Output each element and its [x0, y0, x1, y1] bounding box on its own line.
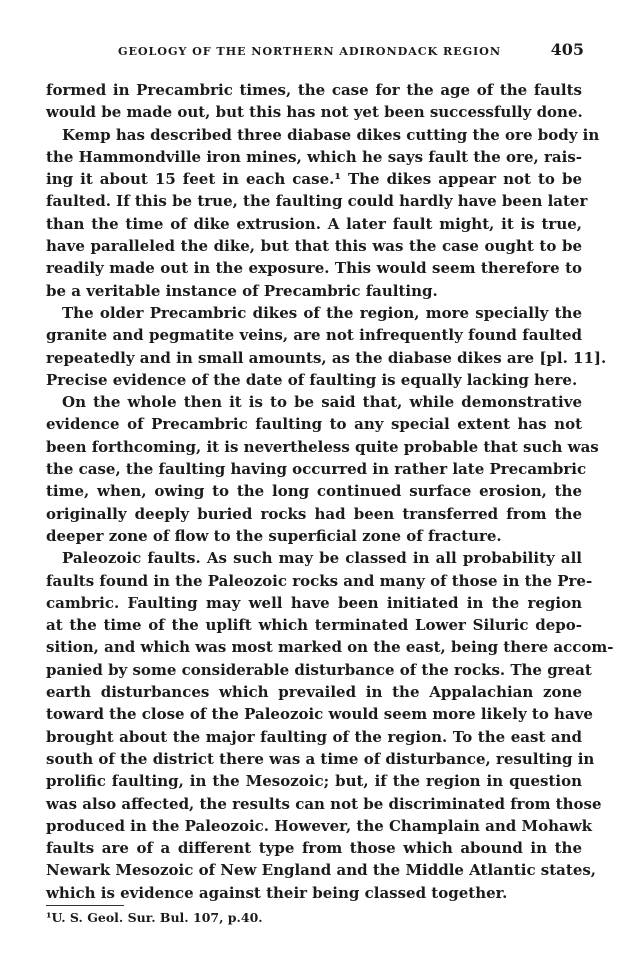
text-line: The older Precambric dikes of the region, more specially the	[62, 303, 582, 322]
text-line: Newark Mesozoic of New England and the Middle Atlantic states,	[46, 861, 597, 880]
text-line: evidence of Precambric faulting to any special extent has not	[46, 415, 582, 434]
text-line: readily made out in the exposure. This would seem therefore to	[46, 259, 582, 278]
text-line: faults found in the Paleozoic rocks and many of those in the Pre-	[46, 571, 593, 590]
text-line: been forthcoming, it is nevertheless quite probable that such was	[46, 437, 599, 456]
text-line: prolific faulting, in the Mesozoic; but, if the region in question	[46, 772, 582, 791]
text-line: ing it about 15 feet in each case.¹ The dikes appear not to be	[46, 170, 582, 189]
text-line: toward the close of the Paleozoic would seem more likely to have	[46, 705, 593, 724]
text-line: Precise evidence of the date of faulting is equally lacking here.	[46, 370, 578, 389]
text-line: faulted. If this be true, the faulting could hardly have been later	[46, 192, 588, 211]
text-line: granite and pegmatite veins, are not infrequently found faulted	[46, 326, 582, 345]
text-line: originally deeply buried rocks had been transferred from the	[46, 504, 582, 523]
text-line: cambric. Faulting may well have been initiated in the region	[46, 593, 582, 612]
text-line: was also affected, the results can not be discriminated from those	[46, 794, 602, 813]
text-line: which is evidence against their being classed together.	[46, 883, 508, 902]
text-line: at the time of the uplift which terminated Lower Siluric depo-	[46, 616, 582, 635]
text-line: the case, the faulting having occurred in rather late Precambric	[46, 460, 587, 479]
text-line: south of the district there was a time of disturbance, resulting in	[46, 749, 595, 768]
text-line: time, when, owing to the long continued surface erosion, the	[46, 482, 582, 501]
body-text	[46, 79, 614, 904]
text-line: On the whole then it is to be said that, while demonstrative	[62, 393, 582, 412]
text-line: than the time of dike extrusion. A later fault might, it is true,	[46, 214, 582, 233]
text-line: panied by some considerable disturbance of the rocks. The great	[46, 660, 592, 679]
text-line: produced in the Paleozoic. However, the Champlain and Mohawk	[46, 816, 593, 835]
running-head: GEOLOGY OF THE NORTHERN ADIRONDACK REGION	[118, 44, 501, 58]
text-line: have paralleled the dike, but that this was the case ought to be	[46, 237, 582, 256]
text-line: earth disturbances which prevailed in the Appalachian zone	[46, 683, 582, 702]
text-line: faults are of a different type from those which abound in the	[46, 839, 582, 858]
footnote: ¹U. S. Geol. Sur. Bul. 107, p.40.	[46, 910, 263, 925]
footnote-rule	[46, 905, 124, 906]
text-line: sition, and which was most marked on the east, being there accom-	[46, 638, 614, 657]
text-line: deeper zone of flow to the superficial zone of fracture.	[46, 526, 502, 545]
text-line: repeatedly and in small amounts, as the diabase dikes are [pl. 11].	[46, 348, 607, 367]
page-header	[118, 40, 584, 59]
text-line: Kemp has described three diabase dikes cutting the ore body in	[62, 125, 600, 144]
text-line: be a veritable instance of Precambric faulting.	[46, 281, 438, 300]
text-line: formed in Precambric times, the case for the age of the faults	[46, 81, 582, 99]
text-line: would be made out, but this has not yet been successfully done.	[46, 103, 583, 122]
text-line: brought about the major faulting of the region. To the east and	[46, 727, 582, 746]
text-line: Paleozoic faults. As such may be classed in all probability all	[62, 549, 582, 568]
page-number: 405	[550, 40, 584, 59]
text-line: the Hammondville iron mines, which he says fault the ore, rais-	[46, 147, 582, 166]
